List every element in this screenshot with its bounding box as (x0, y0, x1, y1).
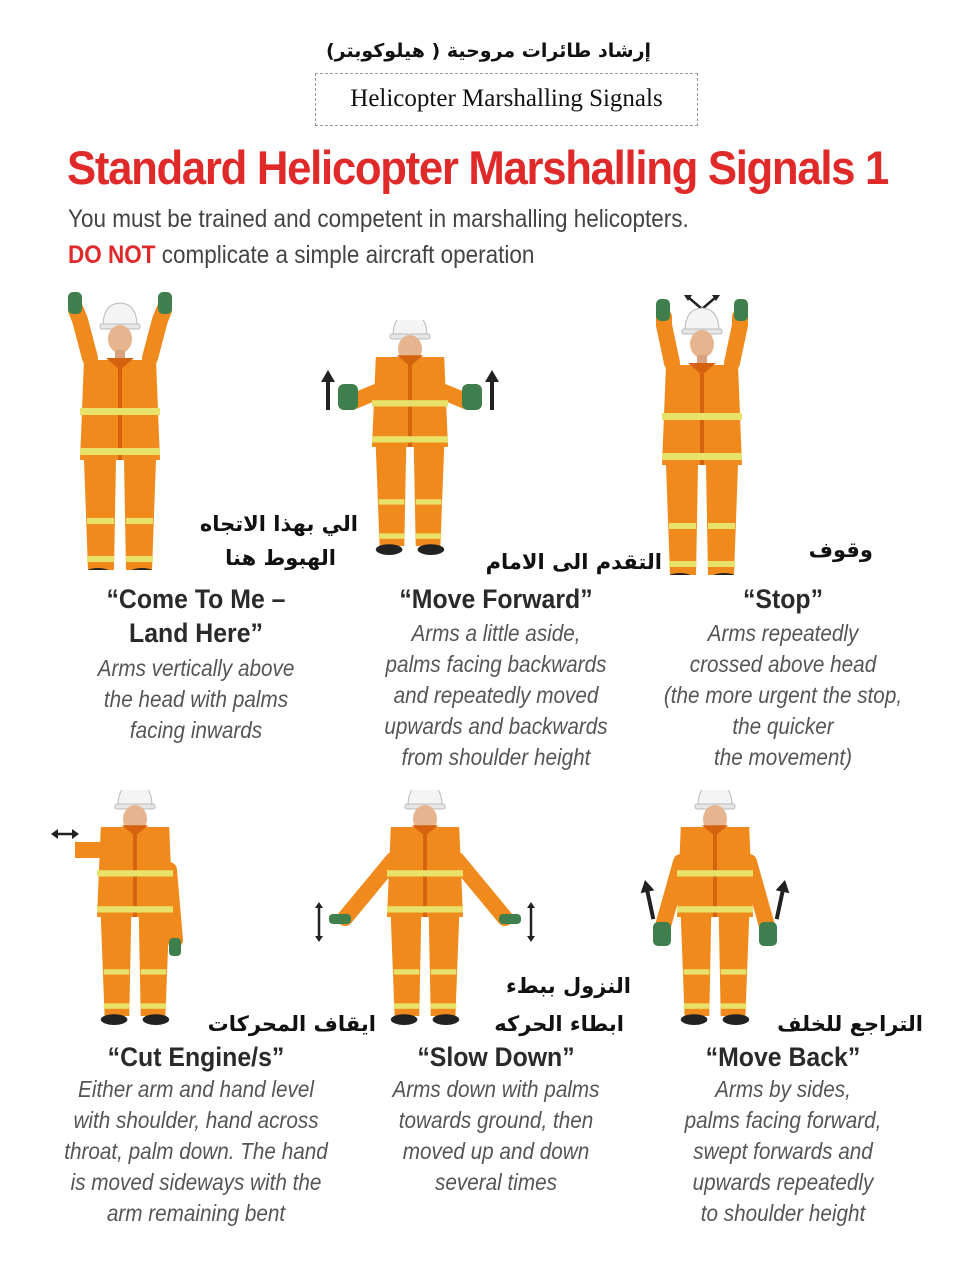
english-heading-box (315, 73, 698, 126)
signal-move-back (633, 1000, 933, 1240)
english-heading: Helicopter Marshalling Signals (350, 85, 663, 112)
signal-title: “Move Back” (705, 1042, 861, 1072)
arabic-label-1a: الي بهذا الاتجاه (199, 512, 358, 536)
signal-description: Arms down with palms towards ground, then moved up and down several times (392, 1076, 600, 1195)
arabic-label-5b: ابطاء الحركه (494, 1012, 624, 1036)
arabic-label-1b: الهبوط هنا (225, 546, 336, 570)
arabic-label-5a: النزول ببطء (506, 974, 631, 998)
subtitle-line-2 (68, 241, 534, 270)
signal-title: “Cut Engine/s” (107, 1042, 285, 1072)
signal-description: Arms a little aside, palms facing backwards and repeatedly moved upwards and backwards from shoulder height (384, 620, 608, 770)
main-title: Standard Helicopter Marshalling Signals 1 (67, 141, 889, 194)
signal-description: Either arm and hand level with shoulder, hand across throat, palm down. The hand is moved sideways with the arm remaining bent (64, 1076, 328, 1226)
signal-title: “Stop” (742, 584, 824, 614)
signal-title: “Move Forward” (399, 584, 593, 614)
arabic-label-4: ايقاف المحركات (207, 1012, 376, 1036)
signal-description: Arms repeatedly crossed above head (the more urgent the stop, the quicker the movement) (663, 620, 903, 770)
do-not-emphasis: DO NOT (68, 241, 156, 269)
signal-title: “Slow Down” (417, 1042, 575, 1072)
signal-slow-down (346, 970, 646, 1230)
arabic-label-2: التقدم الى الامام (485, 550, 662, 574)
subtitle-line-2-rest: complicate a simple aircraft operation (155, 241, 535, 269)
arabic-label-3: وقوف (808, 538, 873, 562)
signal-cut-engine (46, 1000, 376, 1240)
signal-move-forward (346, 500, 662, 780)
signal-stop (633, 500, 933, 780)
signal-come-to-me (46, 500, 358, 760)
arabic-heading: إرشاد طائرات مروحية ( هيلوكوبتر) (325, 40, 652, 62)
arabic-label-6: التراجع للخلف (777, 1012, 923, 1036)
subtitle-line-1: You must be trained and competent in marshalling helicopters. (68, 205, 689, 233)
signal-description: Arms by sides, palms facing forward, swept forwards and upwards repeatedly to shoulder height (684, 1076, 882, 1226)
signal-title: “Come To Me – Land Here” (106, 584, 286, 648)
signal-description: Arms vertically above the head with palms facing inwards (97, 655, 295, 743)
